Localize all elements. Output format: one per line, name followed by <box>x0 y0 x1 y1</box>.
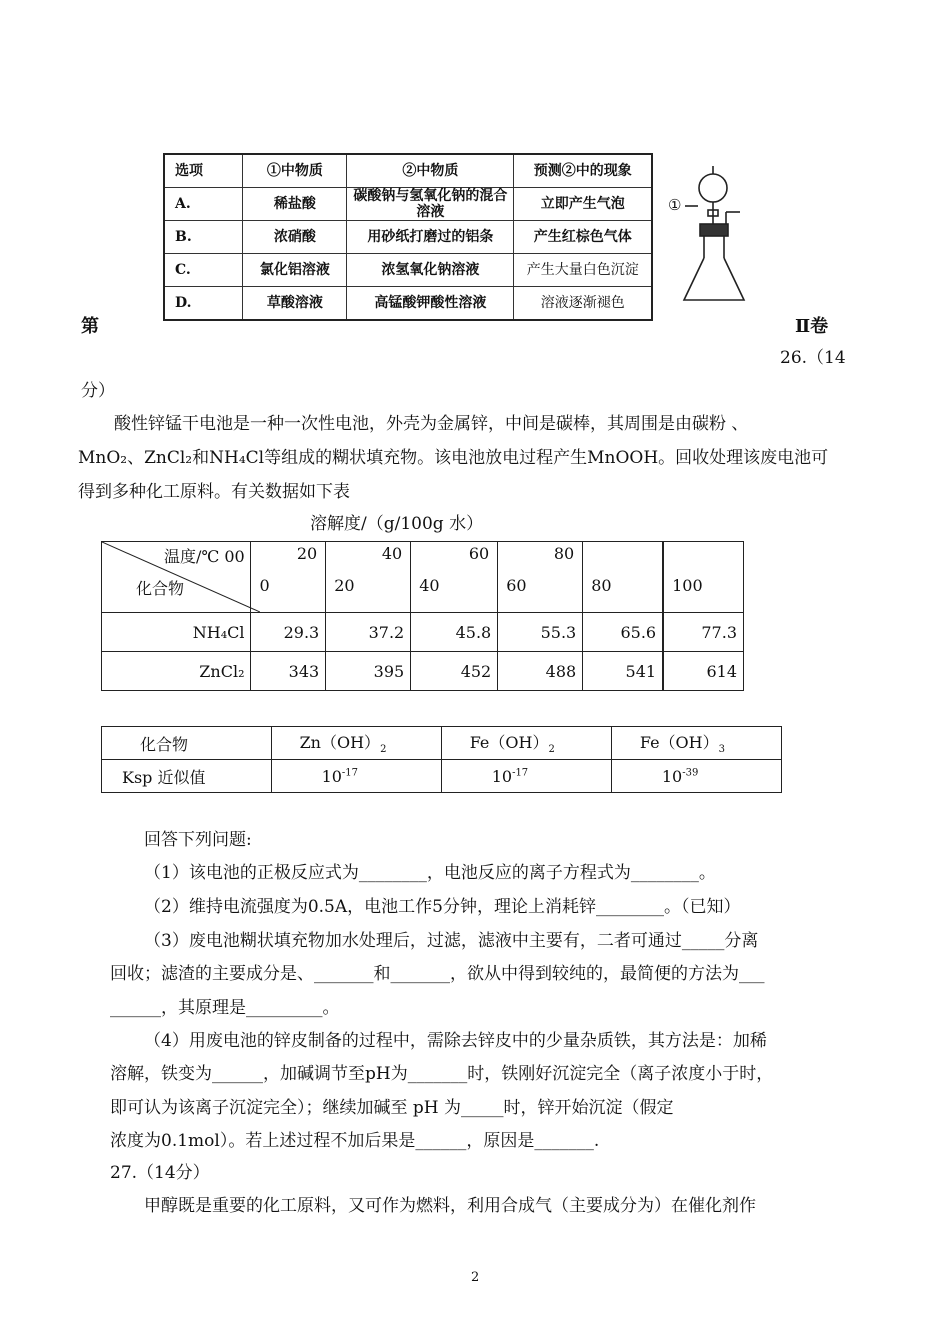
table-cell: 浓硝酸 <box>243 221 347 254</box>
header-compound: 化合物 <box>136 579 185 598</box>
temp-cell: 20 0 <box>251 542 326 613</box>
sub-question-1: （1）该电池的正极反应式为________，电池反应的离子方程式为________。 <box>144 863 716 883</box>
diagonal-header-cell <box>102 542 251 613</box>
temp-cell: 100 <box>663 542 743 613</box>
temp-cell: 40 20 <box>326 542 411 613</box>
sub-question-3-cont: 回收；滤渣的主要成分是、_______和_______，欲从中得到较纯的，最简便的方法为___ <box>110 964 765 984</box>
question-score: 分） <box>81 381 115 401</box>
table-cell: 用砂纸打磨过的铝条 <box>347 221 514 254</box>
table-cell: 488 <box>498 652 583 691</box>
table-cell: B. <box>164 221 243 254</box>
question-number: 26.（14 <box>780 348 846 368</box>
question-number: 27.（14分） <box>110 1163 210 1183</box>
table-header-row <box>102 542 744 613</box>
table-row <box>164 221 652 254</box>
sub-question-4-cont: 即可认为该离子沉淀完全）；继续加碱至 pH 为_____时，锌开始沉淀（假定 <box>110 1098 674 1118</box>
page-number: 2 <box>471 1270 480 1285</box>
sub-question-4-cont: 浓度为0.1mol）。若上述过程不加后果是______，原因是_______. <box>110 1131 600 1151</box>
header-cell: $Zn(OH)_2$ <box>271 727 441 760</box>
solubility-table <box>101 541 744 691</box>
table-cell: 立即产生气泡 <box>514 188 652 221</box>
table-cell: 草酸溶液 <box>243 287 347 321</box>
intro-line: 得到多种化工原料。有关数据如下表 <box>78 482 350 502</box>
header-cell: 选项 <box>164 154 243 188</box>
sub-question-4: （4）用废电池的锌皮制备的过程中，需除去锌皮中的少量杂质铁，其方法是：加稀 <box>144 1031 767 1051</box>
table-cell: 浓氢氧化钠溶液 <box>347 254 514 287</box>
table-cell: 45.8 <box>411 613 498 652</box>
header-cell: $Fe(OH)_3$ <box>611 727 781 760</box>
table-cell: 614 <box>663 652 743 691</box>
table-cell: 55.3 <box>498 613 583 652</box>
table-cell: 氯化铝溶液 <box>243 254 347 287</box>
table-cell: 稀盐酸 <box>243 188 347 221</box>
table-header-row <box>164 154 652 188</box>
intro-line: 甲醇既是重要的化工原料，又可作为燃料，利用合成气（主要成分为）在催化剂作 <box>144 1196 756 1216</box>
table-cell: $10^{-17}$ <box>271 760 441 793</box>
header-cell: 预测②中的现象 <box>514 154 652 188</box>
table-cell: 高锰酸钾酸性溶液 <box>347 287 514 321</box>
table-cell: 395 <box>326 652 411 691</box>
temp-cell: 60 40 <box>411 542 498 613</box>
table-row <box>102 760 782 793</box>
table-caption: 溶解度/（g/100g 水） <box>310 514 484 534</box>
table-row <box>164 287 652 321</box>
intro-line: 酸性锌锰干电池是一种一次性电池，外壳为金属锌，中间是碳棒，其周围是由碳粉 、 <box>114 414 749 434</box>
table-cell: 65.6 <box>583 613 663 652</box>
ksp-table <box>101 726 782 793</box>
flask-apparatus-icon <box>680 162 760 307</box>
compound-name: ZnCl₂ <box>102 652 251 691</box>
table-cell: 碳酸钠与氢氧化钠的混合溶液 <box>347 188 514 221</box>
table-cell: 452 <box>411 652 498 691</box>
table-cell: 溶液逐渐褪色 <box>514 287 652 321</box>
header-cell: 化合物 <box>102 727 272 760</box>
section-heading-right: Ⅱ卷 <box>795 316 829 337</box>
row-label: Ksp 近似值 <box>102 760 272 793</box>
apparatus-label: ① <box>668 196 682 214</box>
table-cell: 29.3 <box>251 613 326 652</box>
compound-name: NH₄Cl <box>102 613 251 652</box>
table-cell: 343 <box>251 652 326 691</box>
options-table <box>163 153 653 321</box>
table-cell: D. <box>164 287 243 321</box>
table-cell: 产生红棕色气体 <box>514 221 652 254</box>
table-cell: C. <box>164 254 243 287</box>
section-heading-left: 第 <box>81 316 99 337</box>
sub-question-2: （2）维持电流强度为0.5A，电池工作5分钟，理论上消耗锌________。（已知） <box>144 897 741 917</box>
table-cell: 产生大量白色沉淀 <box>514 254 652 287</box>
table-cell: $10^{-17}$ <box>441 760 611 793</box>
table-header-row <box>102 727 782 760</box>
temp-cell: 80 60 <box>498 542 583 613</box>
table-row <box>164 188 652 221</box>
table-row <box>102 613 744 652</box>
table-cell: $10^{-39}$ <box>611 760 781 793</box>
table-row <box>102 652 744 691</box>
header-temp: 温度/℃ 00 <box>164 547 245 566</box>
answer-prompt: 回答下列问题: <box>144 830 252 850</box>
table-cell: 77.3 <box>663 613 743 652</box>
header-cell: ①中物质 <box>243 154 347 188</box>
sub-question-4-cont: 溶解，铁变为______，加碱调节至pH为_______时，铁刚好沉淀完全（离子浓度小于时， <box>110 1064 774 1084</box>
header-cell: $Fe(OH)_2$ <box>441 727 611 760</box>
sub-question-3-cont: ______，其原理是_________。 <box>110 998 340 1018</box>
sub-question-3: （3）废电池糊状填充物加水处理后，过滤，滤液中主要有，二者可通过_____分离 <box>144 931 759 951</box>
table-cell: A. <box>164 188 243 221</box>
table-cell: 37.2 <box>326 613 411 652</box>
temp-cell: 80 <box>583 542 663 613</box>
table-cell: 541 <box>583 652 663 691</box>
header-cell: ②中物质 <box>347 154 514 188</box>
table-row <box>164 254 652 287</box>
intro-line: MnO₂、ZnCl₂和NH₄Cl等组成的糊状填充物。该电池放电过程产生MnOOH。回收处理该废电池可 <box>78 448 829 468</box>
